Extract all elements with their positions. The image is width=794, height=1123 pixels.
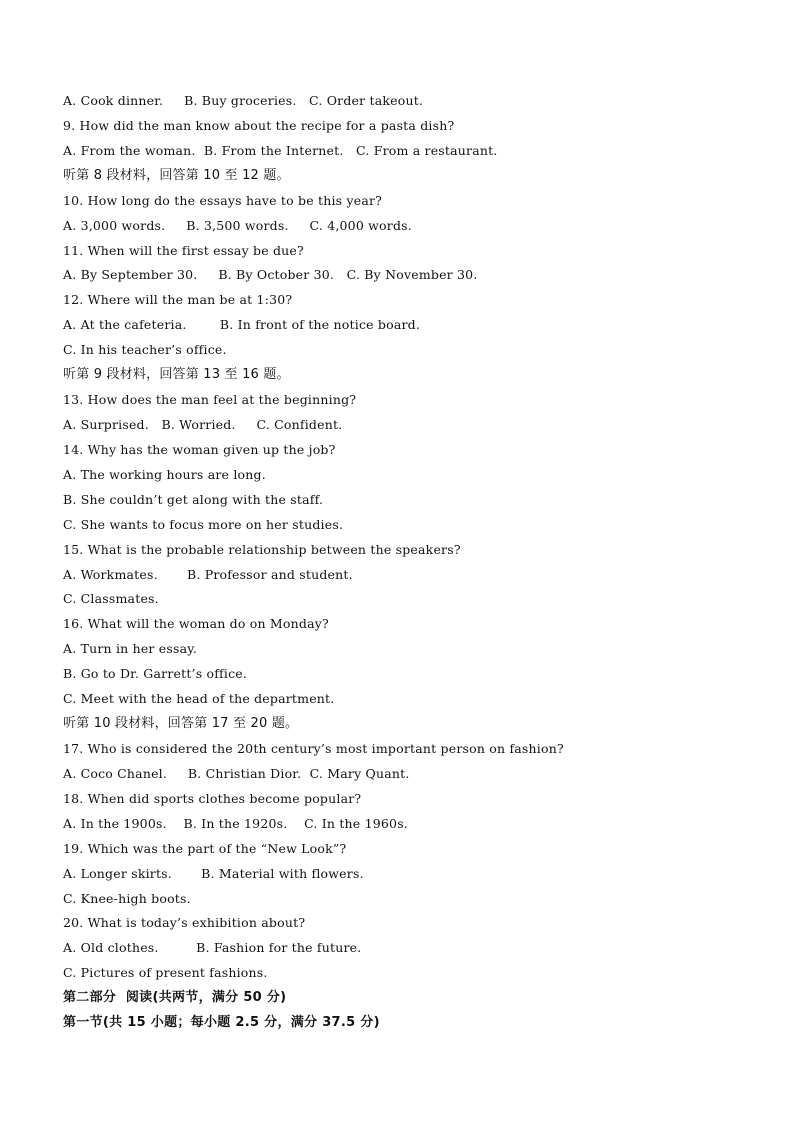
options-q12-ab: A. At the cafeteria. B. In front of the notice board. <box>63 317 421 333</box>
question-11: 11. When will the first essay be due? <box>63 242 304 258</box>
option-q16-b: B. Go to Dr. Garrett’s office. <box>63 666 248 682</box>
options-q10: A. 3,000 words. B. 3,500 words. C. 4,000 words. <box>63 217 412 233</box>
options-q20-ab: A. Old clothes. B. Fashion for the future. <box>63 940 362 956</box>
question-16: 16. What will the woman do on Monday? <box>63 616 329 632</box>
question-19: 19. Which was the part of the “New Look”? <box>63 840 347 856</box>
options-q11: A. By September 30. B. By October 30. C. By November 30. <box>63 267 478 283</box>
options-q17: A. Coco Chanel. B. Christian Dior. C. Mary Quant. <box>63 765 410 781</box>
question-9: 9. How did the man know about the recipe for a pasta dish? <box>63 117 455 133</box>
part-two-heading: 第二部分 阅读(共两节，满分 50 分) <box>63 990 287 1006</box>
options-q19-ab: A. Longer skirts. B. Material with flowers. <box>63 865 364 881</box>
question-13: 13. How does the man feel at the beginning? <box>63 392 357 408</box>
question-10: 10. How long do the essays have to be this year? <box>63 192 383 208</box>
question-18: 18. When did sports clothes become popular? <box>63 790 362 806</box>
option-q14-b: B. She couldn’t get along with the staff. <box>63 491 324 507</box>
options-q15-c: C. Classmates. <box>63 591 159 607</box>
options-q13: A. Surprised. B. Worried. C. Confident. <box>63 416 343 432</box>
section-one-heading: 第一节(共 15 小题；每小题 2.5 分，满分 37.5 分) <box>63 1015 380 1031</box>
section-instruction-passage-9: 听第 9 段材料，回答第 13 至 16 题。 <box>63 367 290 383</box>
options-q15-ab: A. Workmates. B. Professor and student. <box>63 566 353 582</box>
question-14: 14. Why has the woman given up the job? <box>63 441 336 457</box>
option-q16-a: A. Turn in her essay. <box>63 641 198 657</box>
question-17: 17. Who is considered the 20th century’s most important person on fashion? <box>63 740 564 756</box>
section-instruction-passage-10: 听第 10 段材料，回答第 17 至 20 题。 <box>63 716 299 732</box>
section-instruction-passage-8: 听第 8 段材料，回答第 10 至 12 题。 <box>63 167 290 183</box>
options-q19-c: C. Knee-high boots. <box>63 890 191 906</box>
options-q9: A. From the woman. B. From the Internet. C. From a restaurant. <box>63 142 498 158</box>
option-q14-a: A. The working hours are long. <box>63 466 266 482</box>
option-q14-c: C. She wants to focus more on her studies. <box>63 516 344 532</box>
question-20: 20. What is today’s exhibition about? <box>63 915 306 931</box>
options-q12-c: C. In his teacher’s office. <box>63 342 227 358</box>
options-q18: A. In the 1900s. B. In the 1920s. C. In the 1960s. <box>63 815 408 831</box>
options-q8: A. Cook dinner. B. Buy groceries. C. Order takeout. <box>63 93 424 108</box>
question-12: 12. Where will the man be at 1:30? <box>63 292 293 308</box>
option-q16-c: C. Meet with the head of the department. <box>63 691 335 707</box>
question-15: 15. What is the probable relationship between the speakers? <box>63 541 461 557</box>
options-q20-c: C. Pictures of present fashions. <box>63 965 268 981</box>
document-page <box>63 92 753 1039</box>
